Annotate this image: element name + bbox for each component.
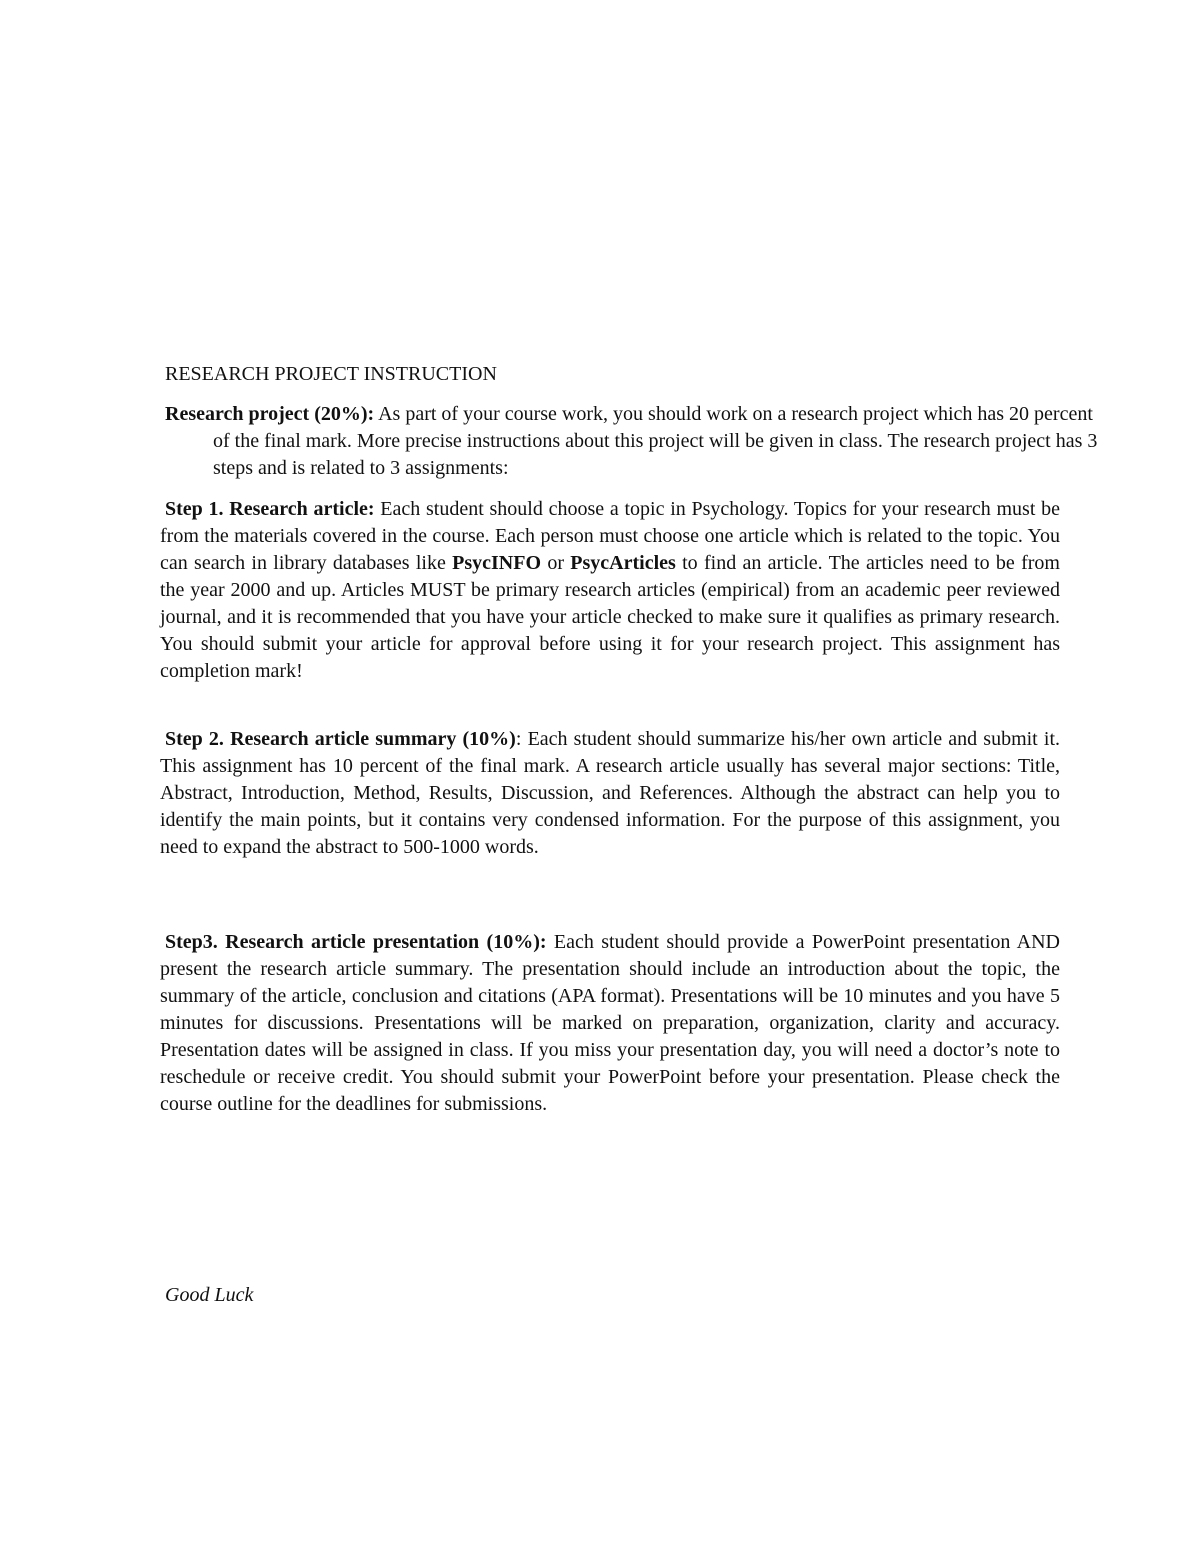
step2-text: : Each student should summarize his/her own article and submit it. This assignment has 10 percent of the final mark. A research article usually has several major sections: Title, Abstract, Introduction, Method, Results, Discussion, and References. Although the abstract can help you to identify the main points, but it contains very condensed information. For the purpose of this assignment, you need to expand the abstract to 500-1000 words. xyxy=(160,728,1061,858)
step3-text: Each student should provide a PowerPoint presentation AND present the research article summary. The presentation should include an introduction about the topic, the summary of the article, conclusion and citations (APA format). Presentations will be 10 minutes and you have 5 minutes for discussions. Presentations will be marked on preparation, organization, clarity and accuracy. Presentation dates will be assigned in class. If you miss your presentation day, you will need a doctor’s note to reschedule or receive credit. You should submit your PowerPoint before your presentation. Please check the course outline for the deadlines for submissions. xyxy=(160,931,1060,1115)
intro-lead: Research project (20%): xyxy=(165,403,375,425)
step2-lead: Step 2. Research article summary (10%) xyxy=(165,728,516,750)
database-psycinfo: PsycINFO xyxy=(452,552,542,574)
closing-text: Good Luck xyxy=(165,1284,254,1306)
database-psycarticles: PsycArticles xyxy=(570,552,676,574)
intro-text: As part of your course work, you should work on a research project which has 20 percent of the final mark. More precise instructions about this project will be given in class. The research project has 3 steps and is related to 3 assignments: xyxy=(213,403,1098,479)
document-title: RESEARCH PROJECT INSTRUCTION xyxy=(165,363,497,385)
step1-lead: Step 1. Research article: xyxy=(165,498,375,520)
step3-lead: Step3. Research article presentation (10%): xyxy=(165,931,547,953)
step3-paragraph xyxy=(160,929,1060,1118)
intro-paragraph xyxy=(165,401,1108,482)
step1-paragraph xyxy=(160,496,1060,685)
step2-paragraph xyxy=(160,726,1060,861)
step1-text-b: to find an article. The articles need to be from the year 2000 and up. Articles MUST be primary research articles (empirical) from an academic peer reviewed journal, and it is recommended that you have your article checked to make sure it qualifies as primary research. You should submit your article for approval before using it for your research project. This assignment has completion mark! xyxy=(160,552,1060,682)
step1-text-or: or xyxy=(541,552,571,574)
step1-text-a: Each student should choose a topic in Psychology. Topics for your research must be from the materials covered in the course. Each person must choose one article which is related to the topic. You can search in library databases like xyxy=(160,498,1060,574)
